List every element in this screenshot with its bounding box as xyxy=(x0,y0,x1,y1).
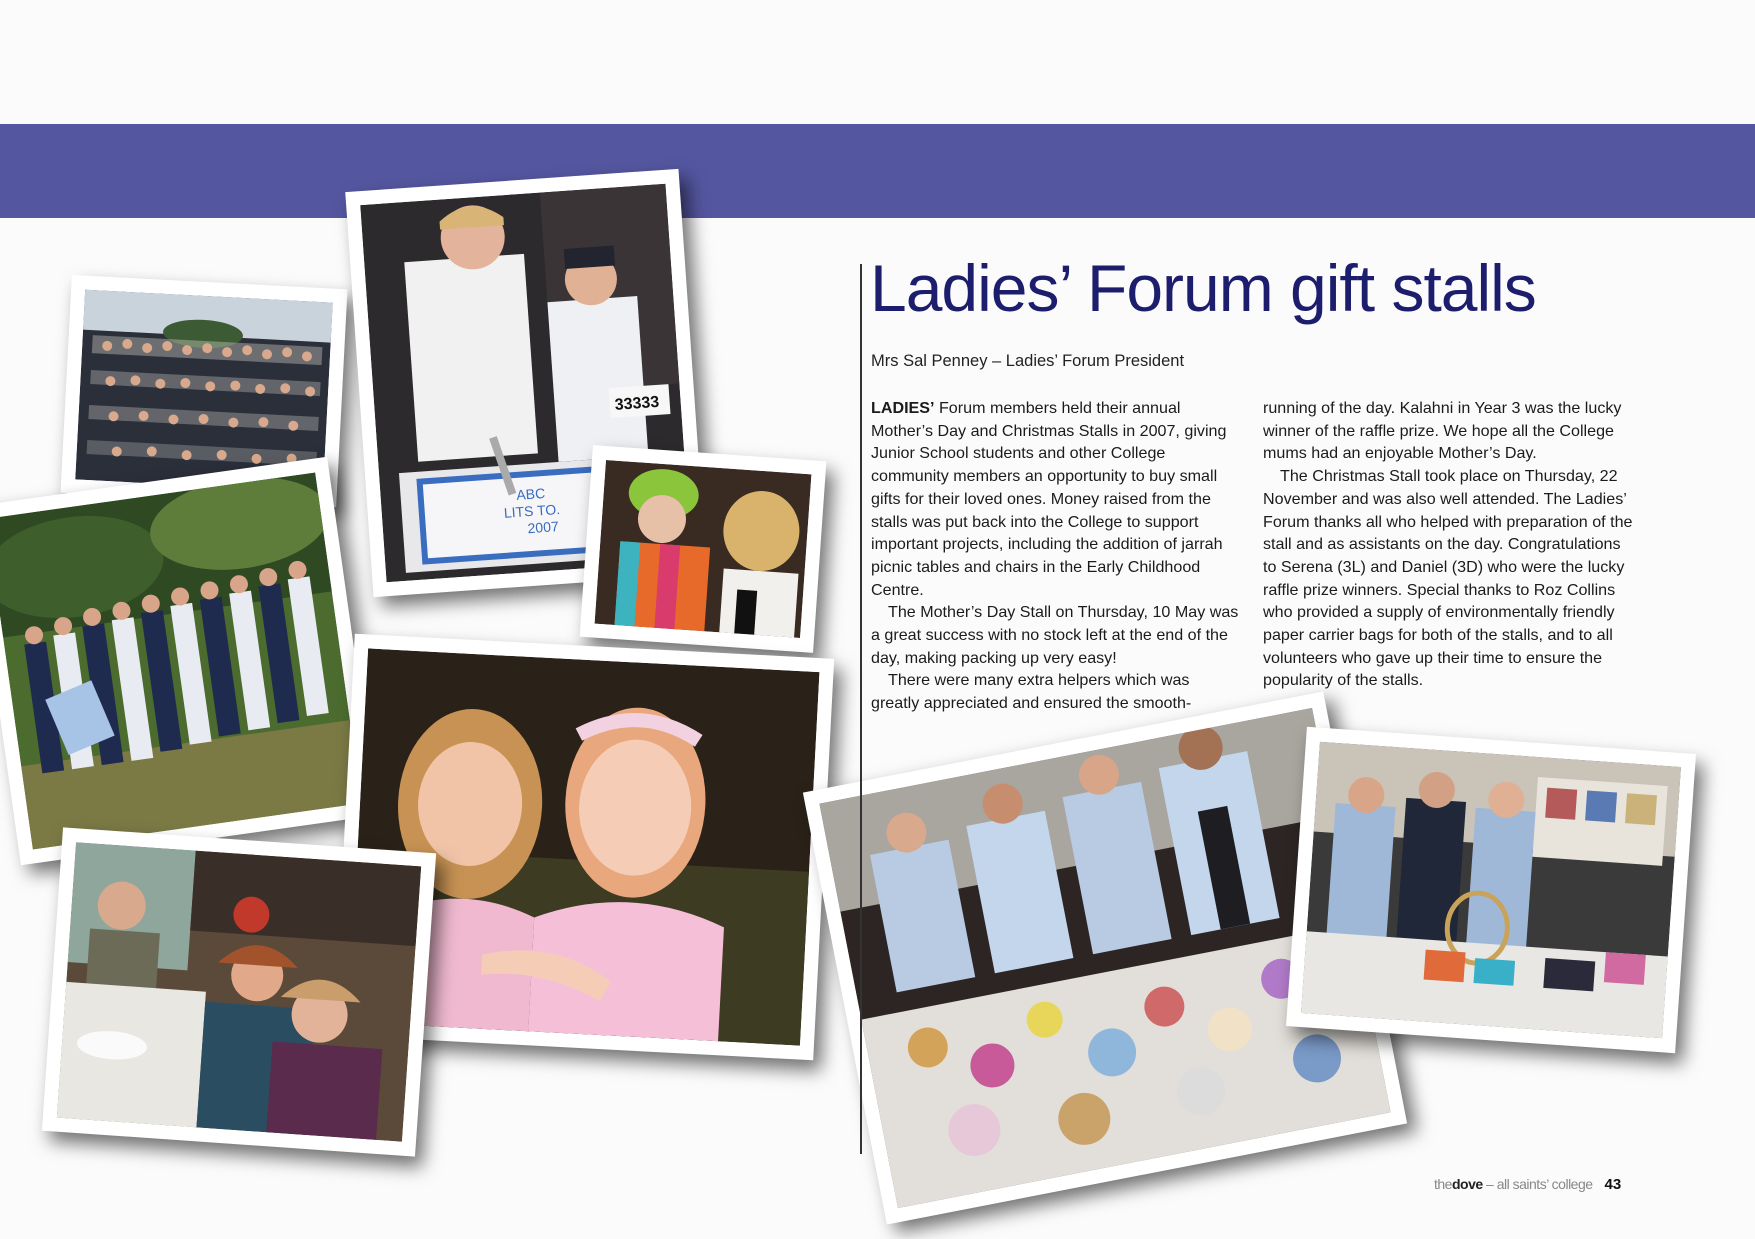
cake-writing-3: 2007 xyxy=(526,518,560,537)
article-column-1 xyxy=(871,397,1241,715)
magazine-suffix: – all saints’ college xyxy=(1482,1176,1593,1192)
header-band xyxy=(0,124,1755,218)
magazine-name: dove xyxy=(1451,1176,1483,1192)
cake-writing-2: LITS TO. xyxy=(503,500,561,521)
runner-number: 33333 xyxy=(614,393,660,414)
lead-word: LADIES’ xyxy=(871,399,935,417)
paragraph: The Christmas Stall took place on Thursday, 22 November and was also well attended. The Ladies’ Forum thanks all who helped with preparation of the stall and as assistants on the day. Congratulations to Serena (3L) and Daniel (3D) who were the lucky raffle prize winners. Special thanks to Roz Collins who provided a supply of environmentally friendly paper carrier bags for both of the stalls, and to all volunteers who gave up their time to ensure the popularity of the stalls. xyxy=(1263,467,1633,690)
photo-christmas-stall xyxy=(1286,727,1696,1053)
column-divider xyxy=(860,264,862,1154)
cake-writing-1: ABC xyxy=(515,484,546,503)
article-column-2 xyxy=(1263,397,1633,692)
paragraph: running of the day. Kalahni in Year 3 was the lucky winner of the raffle prize. We hope all the College mums had an enjoyable Mother’s Day. xyxy=(1263,399,1622,463)
article-title: Ladies’ Forum gift stalls xyxy=(870,251,1536,325)
paragraph: The Mother’s Day Stall on Thursday, 10 May was a great success with no stock left at the end of the day, making packing up very easy! xyxy=(871,603,1239,667)
page-footer xyxy=(1434,1176,1621,1193)
page-number: 43 xyxy=(1604,1176,1622,1193)
photo-students-line xyxy=(0,457,377,866)
photo-restaurant xyxy=(42,827,436,1156)
paragraph xyxy=(871,397,1241,601)
photo-face-painting xyxy=(580,445,827,653)
magazine-prefix: the xyxy=(1434,1176,1452,1192)
paragraph-text: Forum members held their annual Mother’s Day and Christmas Stalls in 2007, giving Junior School students and other College community members an opportunity to buy small gifts for their loved ones. Money raised from the stalls was put back into the College to support important projects, including the addition of jarrah picnic tables and chairs in the Early Childhood Centre. xyxy=(871,399,1227,599)
article-byline: Mrs Sal Penney – Ladies’ Forum President xyxy=(871,352,1185,370)
paragraph: There were many extra helpers which was greatly appreciated and ensured the smooth- xyxy=(871,671,1192,713)
